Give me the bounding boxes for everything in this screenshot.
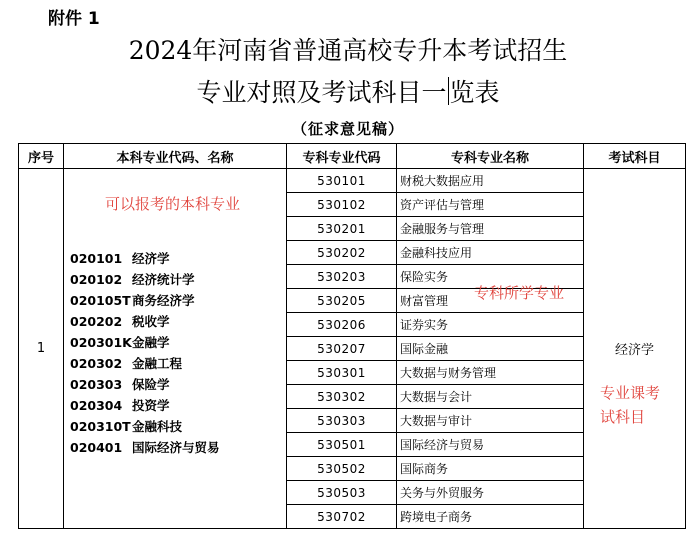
bachelor-major-name: 经济统计学 xyxy=(132,272,195,287)
document-title: 2024年河南省普通高校专升本考试招生 xyxy=(128,36,568,65)
college-major-name: 关务与外贸服务 xyxy=(397,481,584,505)
bachelor-major-name: 商务经济学 xyxy=(132,293,195,308)
bachelor-major-item xyxy=(70,437,220,458)
seq-cell: 1 xyxy=(19,169,64,529)
bachelor-major-name: 国际经济与贸易 xyxy=(132,440,220,455)
bachelor-major-name: 税收学 xyxy=(132,314,170,329)
header-college-code: 专科专业代码 xyxy=(287,144,397,169)
bachelor-major-item xyxy=(70,269,220,290)
college-major-code: 530203 xyxy=(287,265,397,289)
annotation-exam-note xyxy=(600,381,660,429)
bachelor-major-item xyxy=(70,416,220,437)
college-major-name: 国际商务 xyxy=(397,457,584,481)
college-major-name: 大数据与财务管理 xyxy=(397,361,584,385)
college-major-code: 530206 xyxy=(287,313,397,337)
header-seq: 序号 xyxy=(19,144,64,169)
annotation-bachelor-note: 可以报考的本科专业 xyxy=(105,195,241,213)
bachelor-major-code: 020105T xyxy=(70,293,131,308)
bachelor-major-item xyxy=(70,311,220,332)
college-major-code: 530503 xyxy=(287,481,397,505)
bachelor-major-code: 020302 xyxy=(70,356,123,371)
bachelor-major-code: 020102 xyxy=(70,272,123,287)
bachelor-major-item xyxy=(70,374,220,395)
college-major-name: 金融服务与管理 xyxy=(397,217,584,241)
college-major-name: 大数据与审计 xyxy=(397,409,584,433)
document-title-line2 xyxy=(0,76,696,110)
college-major-name: 金融科技应用 xyxy=(397,241,584,265)
bachelor-major-list xyxy=(70,248,220,458)
college-major-code: 530202 xyxy=(287,241,397,265)
title-part-a: 专业对照及考试科目一 xyxy=(196,78,447,107)
table-row xyxy=(19,169,686,193)
college-major-code: 530502 xyxy=(287,457,397,481)
college-major-code: 530702 xyxy=(287,505,397,529)
college-major-name: 大数据与会计 xyxy=(397,385,584,409)
college-major-name: 财富管理 xyxy=(397,289,584,313)
college-major-code: 530301 xyxy=(287,361,397,385)
bachelor-major-cell xyxy=(64,169,287,529)
college-major-code: 530302 xyxy=(287,385,397,409)
header-college-name: 专科专业名称 xyxy=(397,144,584,169)
bachelor-major-name: 金融学 xyxy=(132,335,170,350)
bachelor-major-item xyxy=(70,353,220,374)
college-major-name: 证券实务 xyxy=(397,313,584,337)
annotation-exam-note-line1: 专业课考 xyxy=(600,384,661,402)
header-bachelor-major: 本科专业代码、名称 xyxy=(64,144,287,169)
college-major-code: 530102 xyxy=(287,193,397,217)
bachelor-major-name: 保险学 xyxy=(132,377,170,392)
bachelor-major-name: 金融科技 xyxy=(132,419,183,434)
bachelor-major-name: 经济学 xyxy=(132,251,170,266)
college-major-code: 530201 xyxy=(287,217,397,241)
bachelor-major-code: 020301K xyxy=(70,335,132,350)
document-subtitle: （征求意见稿） xyxy=(291,120,404,138)
college-major-name: 资产评估与管理 xyxy=(397,193,584,217)
bachelor-major-item xyxy=(70,290,220,311)
bachelor-major-code: 020202 xyxy=(70,314,123,329)
college-major-code: 530101 xyxy=(287,169,397,193)
annotation-exam-note-line2: 试科目 xyxy=(600,408,646,426)
bachelor-major-code: 020310T xyxy=(70,419,131,434)
attachment-label: 附件 1 xyxy=(48,9,100,29)
college-major-name: 国际经济与贸易 xyxy=(397,433,584,457)
annotation-college-note: 专科所学专业 xyxy=(474,284,565,302)
college-major-code: 530501 xyxy=(287,433,397,457)
header-exam-subject: 考试科目 xyxy=(584,144,686,169)
college-major-name: 跨境电子商务 xyxy=(397,505,584,529)
college-major-name: 国际金融 xyxy=(397,337,584,361)
bachelor-major-code: 020101 xyxy=(70,251,123,266)
bachelor-major-name: 金融工程 xyxy=(132,356,183,371)
bachelor-major-item xyxy=(70,395,220,416)
bachelor-major-code: 020303 xyxy=(70,377,123,392)
bachelor-major-item xyxy=(70,332,220,353)
college-major-name: 财税大数据应用 xyxy=(397,169,584,193)
college-major-code: 530205 xyxy=(287,289,397,313)
bachelor-major-code: 020401 xyxy=(70,440,123,455)
bachelor-major-name: 投资学 xyxy=(132,398,170,413)
title-part-b: 览表 xyxy=(449,78,500,107)
college-major-name: 保险实务 xyxy=(397,265,584,289)
college-major-code: 530207 xyxy=(287,337,397,361)
bachelor-major-item xyxy=(70,248,220,269)
bachelor-major-code: 020304 xyxy=(70,398,123,413)
exam-subject-cell: 经济学 xyxy=(584,169,686,529)
table-header-row xyxy=(19,144,686,169)
text-cursor xyxy=(448,77,449,105)
college-major-code: 530303 xyxy=(287,409,397,433)
